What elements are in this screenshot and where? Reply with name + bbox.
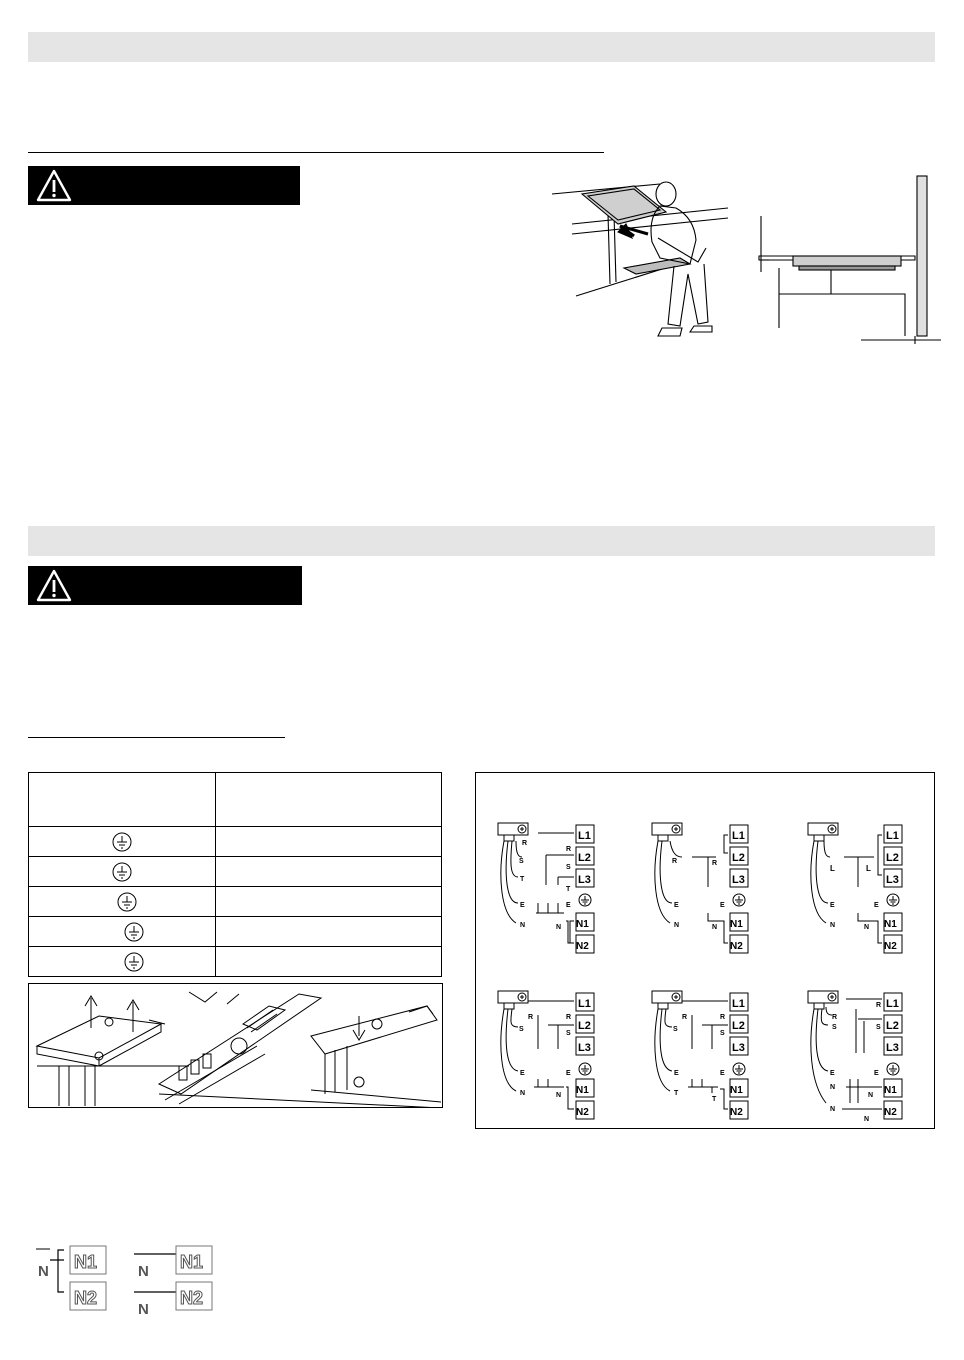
bridge-neutral-label: N	[38, 1263, 49, 1280]
terminal-label: L2	[732, 852, 745, 864]
terminal-label: L2	[578, 1020, 591, 1032]
wiring-diagrams-box	[475, 772, 935, 1129]
terminal-label: L1	[732, 998, 745, 1010]
earth-ground-icon	[112, 862, 132, 882]
wire-label: N	[864, 924, 870, 931]
terminal-label: L3	[578, 874, 591, 886]
section-header-band-connection	[28, 526, 935, 556]
terminal-label: L1	[886, 830, 899, 842]
wire-label: R	[712, 860, 718, 867]
earth-ground-icon	[112, 832, 132, 852]
wire-label: E	[674, 1070, 679, 1077]
wire-label: R	[566, 1014, 572, 1021]
connection-table	[28, 772, 442, 977]
wire-label: E	[720, 902, 725, 909]
table-row	[29, 857, 442, 887]
wiring-diagram-2	[652, 823, 748, 953]
terminal-label: L1	[578, 830, 591, 842]
wire-label: E	[674, 902, 679, 909]
wire-label: R	[672, 858, 678, 865]
wire-label: S	[673, 1026, 678, 1033]
section-header-band-installation	[28, 32, 935, 62]
terminal-label: N2	[884, 1107, 897, 1118]
terminal-label: N2	[884, 941, 897, 952]
wire-label: S	[876, 1024, 881, 1031]
terminal-label: N2	[576, 941, 589, 952]
wire-label: N	[864, 1116, 870, 1123]
wire-label: N	[830, 922, 836, 929]
earth-ground-icon	[124, 952, 144, 972]
wiring-diagrams	[476, 773, 934, 1128]
wire-label: S	[720, 1030, 725, 1037]
hob-cross-section-illustration	[755, 172, 945, 348]
terminal-label: L2	[886, 852, 899, 864]
terminal-label: N2	[730, 941, 743, 952]
earth-ground-icon	[124, 922, 144, 942]
warning-triangle-icon	[36, 569, 72, 602]
warning-banner-electrical	[28, 566, 302, 605]
wire-label: N	[674, 922, 680, 929]
wiring-diagram-3	[808, 823, 902, 953]
terminal-label: N1	[884, 1085, 897, 1096]
warning-banner	[28, 166, 300, 205]
neutral-bridge-removed	[134, 1246, 212, 1318]
terminal-label: N1	[576, 1085, 589, 1096]
wire-label: L	[830, 864, 835, 873]
wire-label: E	[830, 902, 835, 909]
wire-label: N	[830, 1084, 836, 1091]
terminal-label: L2	[886, 1020, 899, 1032]
wire-label: N	[556, 1092, 562, 1099]
wire-label: E	[566, 902, 571, 909]
neutral-bridge-fitted	[36, 1246, 106, 1310]
wire-label: T	[712, 1096, 717, 1103]
wire-label: L	[866, 864, 871, 873]
wire-label: S	[832, 1024, 837, 1031]
heading-underline	[28, 737, 285, 738]
terminal-label: N1	[730, 1085, 743, 1096]
terminal-label: N1	[730, 919, 743, 930]
wire-label: R	[528, 1014, 534, 1021]
terminal-label: N1	[74, 1252, 98, 1272]
terminal-label: L3	[578, 1042, 591, 1054]
wire-label: R	[522, 840, 528, 847]
terminal-label: N2	[74, 1288, 98, 1308]
wire-label: N	[868, 1092, 874, 1099]
terminal-label: L1	[578, 998, 591, 1010]
terminal-label: L3	[732, 874, 745, 886]
wire-label: E	[520, 902, 525, 909]
wire-label: S	[519, 1026, 524, 1033]
table-row	[29, 947, 442, 977]
wire-label: N	[830, 1106, 836, 1113]
warning-triangle-icon	[36, 169, 72, 202]
wire-label: E	[566, 1070, 571, 1077]
wiring-diagram-4	[498, 991, 594, 1119]
wire-label: R	[876, 1002, 882, 1009]
bridge-neutral-label: N	[138, 1263, 149, 1280]
wire-label: E	[874, 902, 879, 909]
terminal-label: N2	[180, 1288, 204, 1308]
wire-label: N	[556, 924, 562, 931]
table-row	[29, 887, 442, 917]
wire-label: R	[832, 1014, 838, 1021]
hob-installation-illustration	[548, 178, 744, 346]
terminal-label: L2	[732, 1020, 745, 1032]
table-row	[29, 827, 442, 857]
terminal-label: L1	[886, 998, 899, 1010]
terminal-cover-removal-illustration	[29, 984, 442, 1107]
terminal-label: L3	[732, 1042, 745, 1054]
bridge-neutral-label: N	[138, 1301, 149, 1318]
wiring-diagram-6	[808, 991, 902, 1123]
wire-label: T	[566, 886, 571, 893]
terminal-cover-illustration-box	[28, 983, 443, 1108]
terminal-label: N2	[730, 1107, 743, 1118]
terminal-label: L1	[732, 830, 745, 842]
wire-label: T	[674, 1090, 679, 1097]
wiring-diagram-1	[498, 823, 594, 953]
wire-label: E	[874, 1070, 879, 1077]
terminal-label: N1	[180, 1252, 204, 1272]
wire-label: R	[720, 1014, 726, 1021]
wire-label: N	[520, 1090, 526, 1097]
earth-ground-icon	[117, 892, 137, 912]
neutral-bridge-illustration	[30, 1242, 220, 1322]
wire-label: N	[712, 924, 718, 931]
terminal-label: N1	[884, 919, 897, 930]
wire-label: E	[720, 1070, 725, 1077]
wire-label: S	[519, 858, 524, 865]
wire-label: S	[566, 1030, 571, 1037]
table-row	[29, 917, 442, 947]
terminal-label: N2	[576, 1107, 589, 1118]
wire-label: T	[520, 876, 525, 883]
wiring-diagram-5	[652, 991, 748, 1119]
wire-label: E	[830, 1070, 835, 1077]
wire-label: R	[682, 1014, 688, 1021]
wire-label: S	[566, 864, 571, 871]
wire-label: N	[520, 922, 526, 929]
terminal-label: N1	[576, 919, 589, 930]
terminal-label: L2	[578, 852, 591, 864]
terminal-label: L3	[886, 1042, 899, 1054]
wire-label: E	[520, 1070, 525, 1077]
wire-label: R	[566, 846, 572, 853]
terminal-label: L3	[886, 874, 899, 886]
heading-underline	[28, 152, 604, 153]
